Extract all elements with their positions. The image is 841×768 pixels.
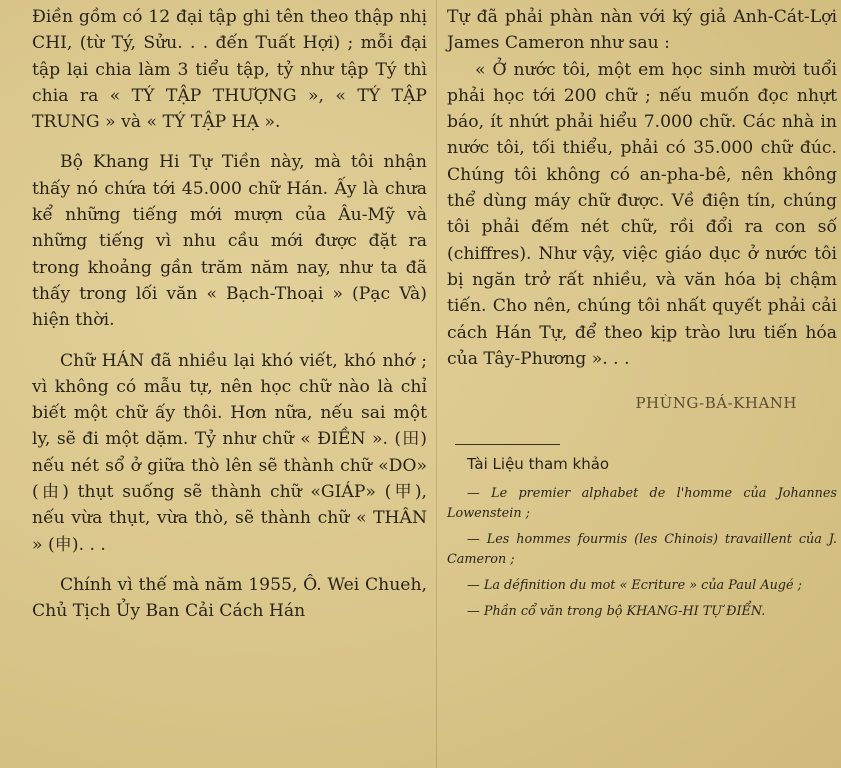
reference-item: — La définition du mot « Ecriture » của Paul Augé ; — [467, 577, 802, 593]
paragraph-wei-chueh: Chính vì thế mà năm 1955, Ô. Wei Chueh, Chủ Tịch Ủy Ban Cải Cách Hán — [32, 574, 427, 622]
paragraph-quote: « Ở nước tôi, một em học sinh mười tuổi phải học tới 200 chữ ; nếu muốn đọc nhựt báo, ít nhứt phải hiểu 7.000 chữ. Các nhà in nước tôi, tối thiểu, phải có 35.000 chữ đúc. Chúng tôi không có an-pha-bê, nên không thể dùng máy chữ được. Về điện tín, chúng tôi phải đếm nét chữ, rồi đổi ra con số (chiffres). Như vậy, việc giáo dục ở nước tôi bị ngăn trở rất nhiều, và văn hóa bị chậm tiến. Cho nên, chúng tôi nhất quyết phải cải cách Hán Tự, để theo kịp trào lưu tiến hóa của Tây-Phương ». . . — [447, 59, 837, 369]
author-signature: PHÙNG-BÁ-KHANH — [635, 394, 797, 413]
left-column — [32, 4, 427, 625]
reference-item: — Le premier alphabet de l'homme của Johannes Lowenstein ; — [447, 485, 837, 521]
reference-item: — Les hommes fourmis (les Chinois) travaillent của J. Cameron ; — [447, 531, 837, 567]
references-title: Tài Liệu tham khảo — [467, 455, 610, 474]
right-column — [447, 4, 837, 628]
paragraph-cameron-intro: Tự đã phải phàn nàn với ký giả Anh-Cát-Lợi James Cameron như sau : — [447, 7, 837, 54]
references-rule — [455, 444, 560, 445]
reference-item: — Phần cổ văn trong bộ KHANG-HI TỰ ĐIỂN. — [467, 603, 766, 619]
paragraph-khang-hi: Bộ Khang Hi Tự Tiền này, mà tôi nhận thấy nó chứa tới 45.000 chữ Hán. Ấy là chưa kể những tiếng mới mượn của Âu-Mỹ và những tiếng vì nhu cầu mới được đặt ra trong khoảng gần trăm năm nay, như ta đã thấy trong lối văn « Bạch-Thoại » (Pạc Và) hiện thời. — [32, 152, 427, 331]
paragraph-dien-volumes: Điền gồm có 12 đại tập ghi tên theo thập nhị CHI, (từ Tý, Sửu. . . đến Tuất Hợi) ; mỗi đại tập lại chia làm 3 tiểu tập, tỷ như tập Tý thì chia ra « TÝ TẬP THƯỢNG », « TÝ TẬP TRUNG » và « TÝ TẬP HẠ ». — [32, 7, 427, 133]
column-divider — [436, 0, 437, 768]
paragraph-chu-han: Chữ HÁN đã nhiều lại khó viết, khó nhớ ; vì không có mẫu tự, nên học chữ nào là chỉ biết một chữ ấy thôi. Hơn nữa, nếu sai một ly, sẽ đi một dặm. Tỷ như chữ « ĐIỀN ». (田) nếu nét sổ ở giữa thò lên sẽ thành chữ «DO» (由) thụt suống sẽ thành chữ «GIÁP» (甲), nếu vừa thụt, vừa thò, sẽ thành chữ « THÂN » (申). . . — [32, 350, 427, 555]
